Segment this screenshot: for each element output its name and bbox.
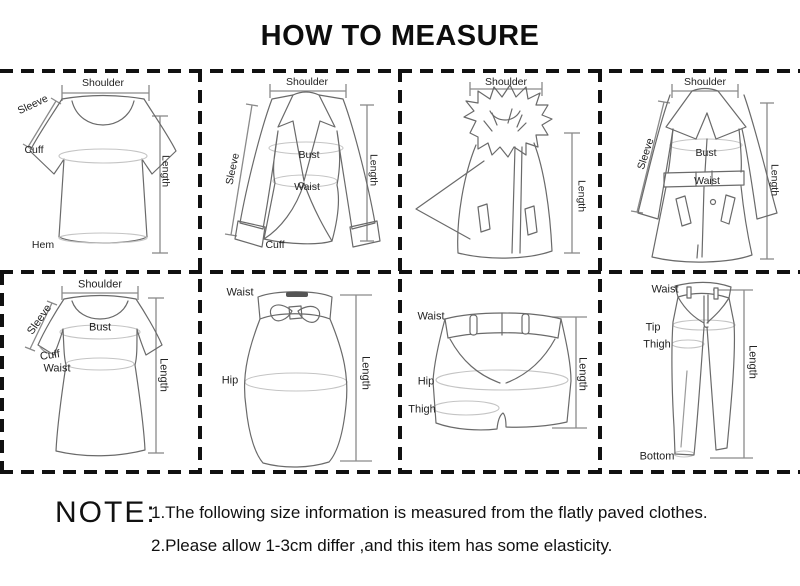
dress-outline bbox=[38, 296, 162, 456]
thigh-guide-ellipse bbox=[672, 340, 704, 348]
label-bottom: Bottom bbox=[639, 450, 675, 463]
label-tip: Tip bbox=[645, 321, 661, 334]
label-length: Length bbox=[768, 163, 781, 197]
grid-row-1 bbox=[0, 69, 800, 265]
panel-skirt bbox=[200, 265, 400, 470]
hip-guide-ellipse bbox=[245, 373, 347, 391]
label-thigh: Thigh bbox=[643, 338, 671, 351]
page-title: HOW TO MEASURE bbox=[260, 20, 540, 52]
label-hip: Hip bbox=[221, 374, 239, 387]
t-shirt-outline bbox=[30, 96, 176, 244]
note-line-2: 2.Please allow 1-3cm differ ,and this item has some elasticity. bbox=[151, 536, 613, 555]
label-shoulder: Shoulder bbox=[77, 278, 123, 291]
shorts-outline bbox=[433, 313, 571, 430]
pants-outline bbox=[672, 282, 735, 455]
label-shoulder: Shoulder bbox=[484, 75, 528, 88]
label-length: Length bbox=[359, 356, 372, 390]
label-length: Length bbox=[157, 358, 170, 392]
panel-t-shirt bbox=[0, 69, 200, 265]
grid-row-2 bbox=[0, 265, 800, 470]
label-cuff: Cuff bbox=[39, 348, 61, 363]
panel-blazer bbox=[200, 69, 400, 265]
label-length: Length bbox=[575, 179, 588, 213]
thigh-guide-ellipse bbox=[433, 401, 499, 415]
blazer-outline bbox=[235, 92, 380, 247]
panel-pants bbox=[600, 265, 800, 470]
label-waist: Waist bbox=[694, 174, 720, 187]
label-bust: Bust bbox=[88, 321, 112, 334]
label-sleeve: Sleeve bbox=[635, 136, 657, 172]
label-bust: Bust bbox=[695, 146, 717, 159]
fur-coat-outline bbox=[416, 85, 552, 258]
label-sleeve: Sleeve bbox=[15, 92, 50, 117]
panel-trench-coat bbox=[600, 69, 800, 265]
label-cuff: Cuff bbox=[265, 238, 285, 251]
dress-illustration bbox=[0, 265, 200, 470]
note-line-1: 1.The following size information is measured from the flatly paved clothes. bbox=[151, 503, 708, 522]
hip-guide-ellipse bbox=[436, 370, 568, 390]
panel-shorts bbox=[400, 265, 600, 470]
panel-dress bbox=[0, 265, 200, 470]
hem-guide-ellipse bbox=[59, 233, 147, 243]
label-bust: Bust bbox=[298, 148, 320, 161]
label-length: Length bbox=[367, 153, 380, 187]
label-length: Length bbox=[576, 357, 589, 391]
shorts-illustration bbox=[400, 265, 600, 470]
panel-fur-collar-coat bbox=[400, 69, 600, 265]
label-sleeve: Sleeve bbox=[223, 151, 242, 186]
label-waist: Waist bbox=[294, 180, 320, 193]
pants-illustration bbox=[600, 265, 800, 470]
measure-lines bbox=[225, 84, 374, 241]
label-hip: Hip bbox=[417, 375, 435, 388]
label-cuff: Cuff bbox=[24, 143, 44, 156]
label-shoulder: Shoulder bbox=[285, 75, 329, 88]
waist-guide-ellipse bbox=[66, 358, 134, 370]
note-heading: NOTE: bbox=[55, 496, 157, 529]
skirt-outline bbox=[245, 292, 347, 467]
label-waist: Waist bbox=[43, 362, 71, 375]
label-waist: Waist bbox=[651, 283, 679, 296]
label-length: Length bbox=[746, 345, 759, 379]
label-length: Length bbox=[159, 154, 172, 188]
bust-guide-ellipse bbox=[59, 149, 147, 163]
measure-lines bbox=[470, 82, 580, 253]
label-shoulder: Shoulder bbox=[81, 76, 125, 89]
label-hem: Hem bbox=[31, 238, 55, 251]
label-thigh: Thigh bbox=[408, 403, 436, 416]
label-waist: Waist bbox=[417, 310, 445, 323]
label-shoulder: Shoulder bbox=[683, 75, 727, 88]
fur-coat-illustration bbox=[400, 69, 600, 265]
label-waist: Waist bbox=[226, 286, 254, 299]
label-sleeve: Sleeve bbox=[25, 302, 55, 337]
